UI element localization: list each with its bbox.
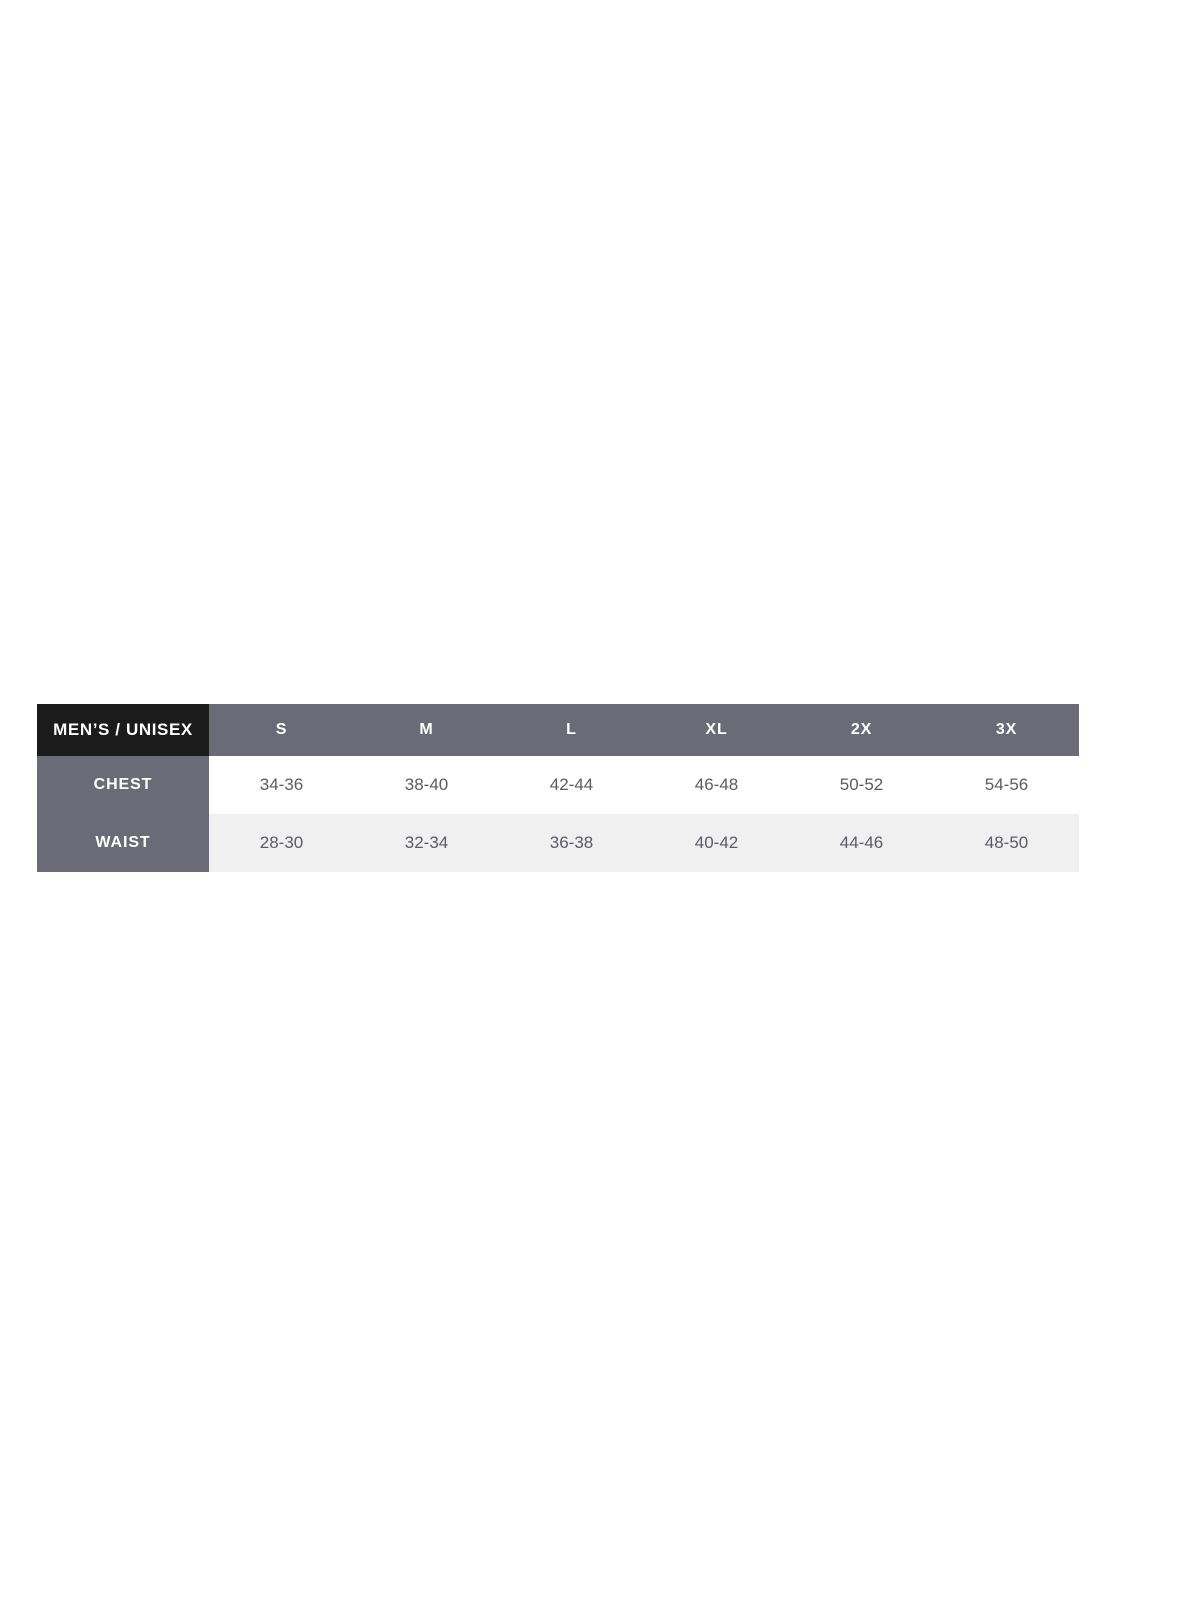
row-label-waist: WAIST <box>37 814 209 872</box>
waist-2x-value: 44-46 <box>789 814 934 872</box>
size-chart-header <box>37 704 1079 756</box>
chest-xl-value: 46-48 <box>644 756 789 814</box>
waist-xl-value: 40-42 <box>644 814 789 872</box>
waist-m-value: 32-34 <box>354 814 499 872</box>
size-header-3x: 3X <box>934 704 1079 756</box>
header-row <box>37 704 1079 756</box>
size-chart-body <box>37 756 1079 872</box>
chest-m-value: 38-40 <box>354 756 499 814</box>
size-chart-table <box>37 704 1079 872</box>
chest-l-value: 42-44 <box>499 756 644 814</box>
chest-2x-value: 50-52 <box>789 756 934 814</box>
waist-s-value: 28-30 <box>209 814 354 872</box>
table-row <box>37 814 1079 872</box>
waist-l-value: 36-38 <box>499 814 644 872</box>
chart-title-cell: MEN’S / UNISEX <box>37 704 209 756</box>
size-header-s: S <box>209 704 354 756</box>
size-header-l: L <box>499 704 644 756</box>
size-header-2x: 2X <box>789 704 934 756</box>
row-label-chest: CHEST <box>37 756 209 814</box>
size-header-xl: XL <box>644 704 789 756</box>
waist-3x-value: 48-50 <box>934 814 1079 872</box>
chest-3x-value: 54-56 <box>934 756 1079 814</box>
table-row <box>37 756 1079 814</box>
size-header-m: M <box>354 704 499 756</box>
chest-s-value: 34-36 <box>209 756 354 814</box>
